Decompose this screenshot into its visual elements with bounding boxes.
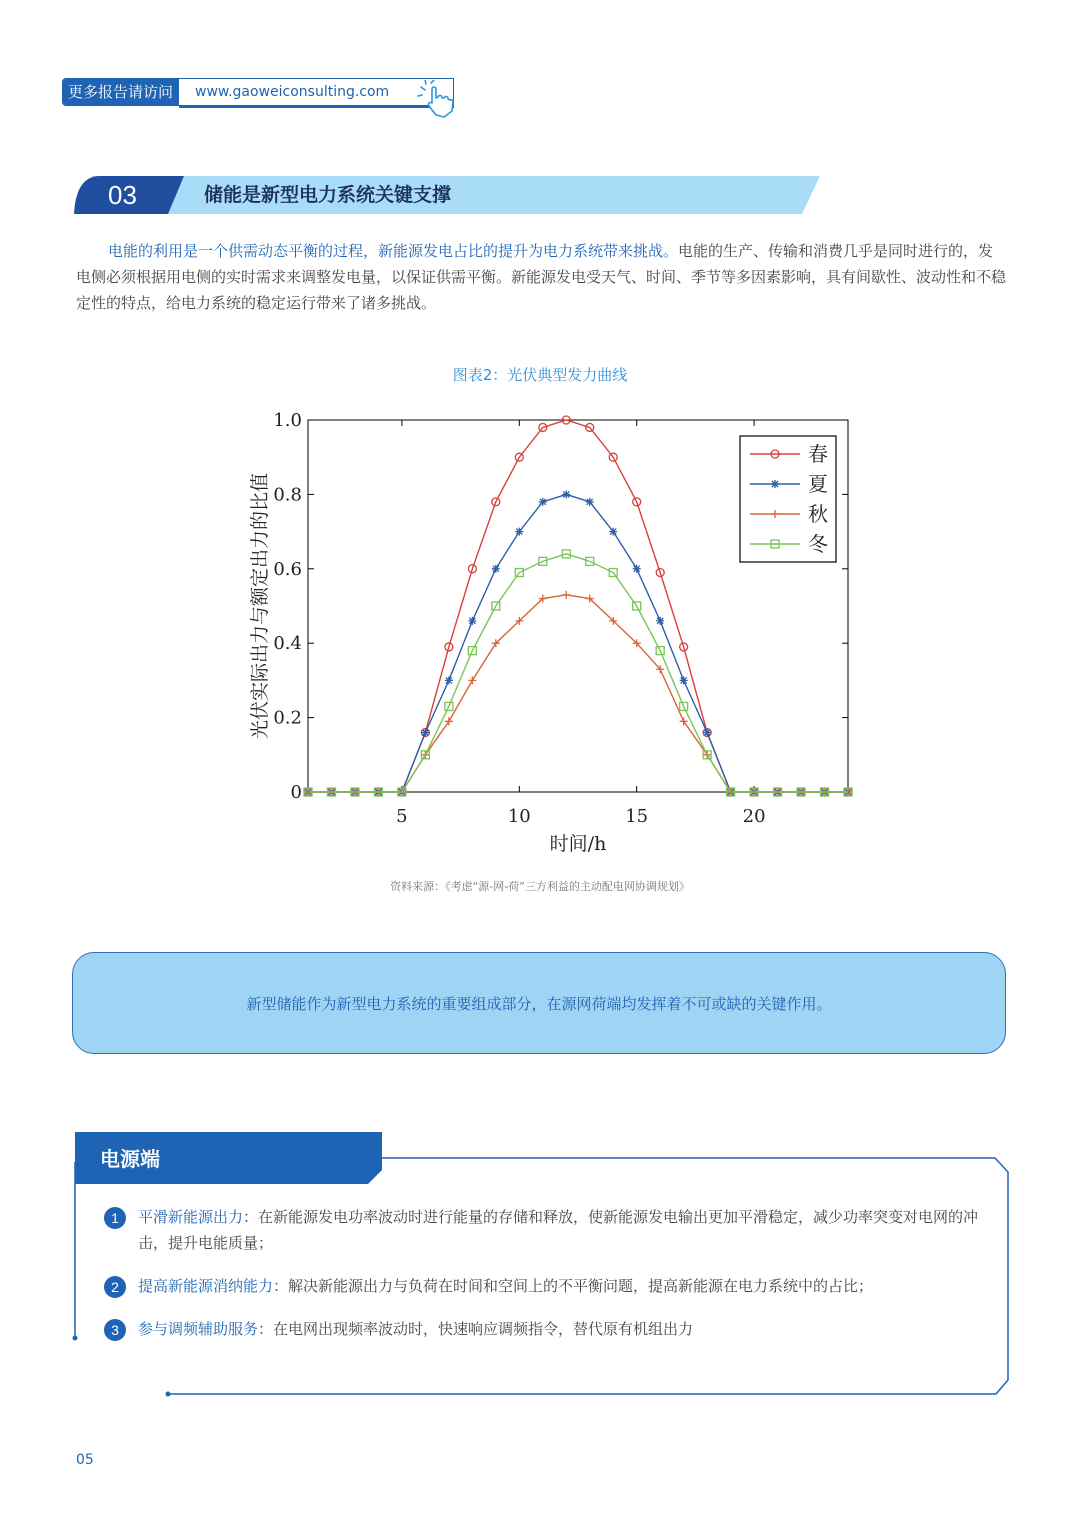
data-point	[633, 565, 641, 573]
callout-box	[72, 952, 1006, 1054]
y-axis-label: 光伏实际出力与额定出力的比值	[249, 472, 271, 740]
number-badge: 3	[104, 1319, 126, 1341]
data-point	[515, 528, 523, 536]
list-item-sep: ：	[258, 1320, 274, 1338]
data-point	[539, 498, 547, 506]
list-item-sep: ：	[243, 1208, 259, 1226]
y-tick-label: 1.0	[273, 410, 302, 431]
legend-label: 春	[808, 442, 828, 466]
y-tick-label: 0.4	[273, 633, 302, 655]
data-point	[562, 591, 570, 599]
website-link[interactable]: www.gaoweiconsulting.com	[179, 78, 454, 108]
power-side-title: 电源端	[100, 1147, 160, 1171]
y-tick-label: 0.8	[273, 484, 302, 506]
list-item	[104, 1316, 994, 1342]
list-item	[104, 1273, 994, 1299]
series-line	[308, 595, 848, 792]
data-point	[492, 565, 500, 573]
url-banner	[62, 78, 454, 106]
number-badge: 1	[104, 1207, 126, 1229]
x-axis-label: 时间/h	[549, 833, 607, 855]
figure-source: 资料来源：《考虑“源-网-荷”三方利益的主动配电网协调规划》	[390, 880, 690, 893]
pv-output-chart	[240, 400, 870, 870]
data-point	[703, 728, 711, 736]
list-item-text	[138, 1204, 994, 1256]
data-point	[445, 676, 453, 684]
list-item-sep: ：	[273, 1277, 289, 1295]
list-item-desc: 在新能源发电功率波动时进行能量的存储和释放，使新能源发电输出更加平滑稳定，减少功率突变对电网的冲击，提升电能质量；	[138, 1208, 979, 1252]
data-point	[421, 728, 429, 736]
list-item	[104, 1204, 994, 1256]
list-item-label: 平滑新能源出力	[138, 1208, 244, 1226]
legend-label: 夏	[808, 472, 828, 496]
section-header	[74, 176, 820, 214]
data-point	[609, 528, 617, 536]
y-tick-label: 0.2	[273, 707, 302, 729]
list-item-text	[138, 1316, 693, 1342]
legend-marker	[771, 480, 779, 488]
intro-paragraph	[76, 238, 1008, 316]
data-point	[656, 617, 664, 625]
power-side-list	[104, 1204, 994, 1359]
url-tag: 更多报告请访问	[62, 78, 179, 106]
intro-highlight: 电能的利用是一个供需动态平衡的过程，新能源发电占比的提升为电力系统带来挑战。	[108, 242, 679, 260]
x-tick-label: 20	[742, 806, 766, 827]
list-item-desc: 在电网出现频率波动时，快速响应调频指令，替代原有机组出力	[273, 1320, 694, 1338]
x-tick-label: 15	[625, 806, 649, 827]
x-tick-label: 10	[507, 806, 531, 827]
legend-label: 秋	[808, 502, 828, 526]
data-point	[680, 676, 688, 684]
data-point	[468, 617, 476, 625]
data-point	[562, 490, 570, 498]
intro-body: 电能的生产、传输和消费几乎是同时进行的，发电侧必须根据用电侧的实时需求来调整发电量，以保证供需平衡。新能源发电受天气、时间、季节等多因素影响，具有间歇性、波动性和不稳定性的特点，给电力系统的稳定运行带来了诸多挑战。	[76, 242, 1007, 312]
data-point	[586, 498, 594, 506]
series-line	[308, 554, 848, 792]
list-item-label: 提高新能源消纳能力	[138, 1277, 274, 1295]
section-number: 03	[108, 180, 137, 210]
data-point	[468, 676, 476, 684]
list-item-text	[138, 1273, 873, 1299]
number-badge: 2	[104, 1276, 126, 1298]
list-item-label: 参与调频辅助服务	[138, 1320, 259, 1338]
list-item-desc: 解决新能源出力与负荷在时间和空间上的不平衡问题，提高新能源在电力系统中的占比；	[288, 1277, 874, 1295]
section-title: 储能是新型电力系统关键支撑	[204, 184, 452, 206]
legend-label: 冬	[808, 532, 828, 556]
pointing-hand-icon	[416, 80, 460, 120]
x-tick-label: 5	[396, 806, 408, 827]
figure-caption: 图表2：光伏典型发力曲线	[452, 366, 628, 384]
callout-text: 新型储能作为新型电力系统的重要组成部分，在源网荷端均发挥着不可或缺的关键作用。	[246, 994, 832, 1013]
y-tick-label: 0	[290, 782, 302, 803]
page-number: 05	[76, 1452, 94, 1468]
y-tick-label: 0.6	[273, 558, 302, 580]
